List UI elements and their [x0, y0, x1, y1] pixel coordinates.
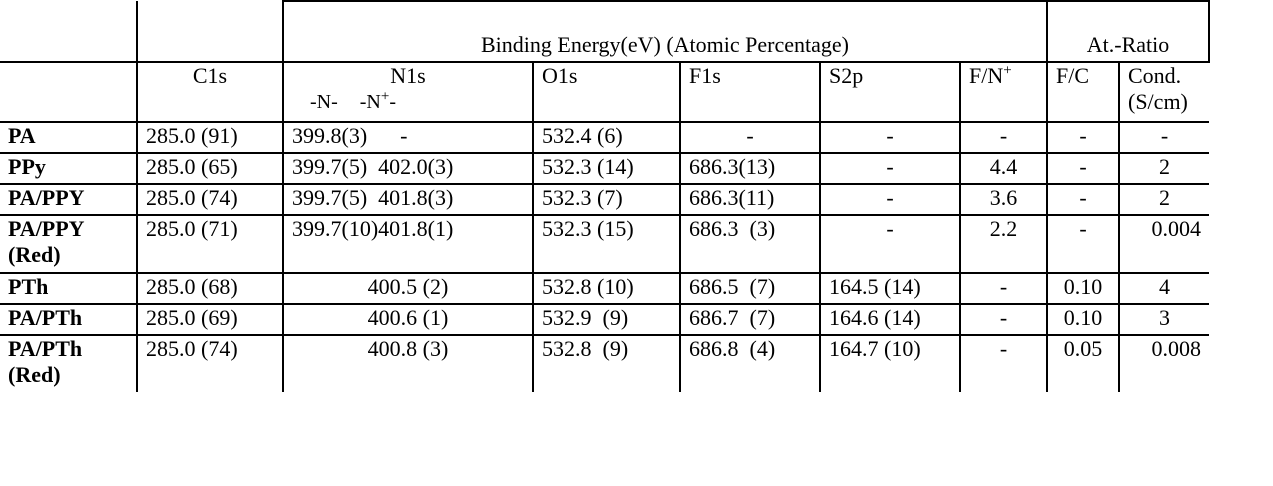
header-empty-cell — [1209, 1, 1226, 62]
row-name-line1: PA/PTh — [8, 336, 83, 361]
row-name — [0, 215, 137, 273]
cell-fn: 4.4 — [960, 153, 1047, 184]
cell-c1s: 285.0 (91) — [137, 122, 283, 153]
cell-f1s: 686.8 (4) — [680, 335, 820, 392]
header-empty-cell — [0, 62, 137, 122]
n1s-positive-suffix: - — [389, 91, 397, 113]
cell-fn: - — [960, 335, 1047, 392]
cell-cond: 2 — [1119, 153, 1209, 184]
cond-unit: (S/cm) — [1128, 89, 1188, 114]
table-row — [0, 304, 1226, 335]
n1s-positive-label: -N — [359, 91, 381, 113]
cell-fn: - — [960, 273, 1047, 304]
cell-s2p: 164.6 (14) — [820, 304, 960, 335]
row-name: PA/PTh — [0, 304, 137, 335]
cell-n1s: 400.8 (3) — [283, 335, 533, 392]
binding-energy-header-text: Binding Energy(eV) (Atomic Percentage) — [481, 32, 849, 57]
cell-n1s: 399.7(10)401.8(1) — [283, 215, 533, 273]
cell-fc: 0.10 — [1047, 273, 1119, 304]
table-row — [0, 335, 1226, 392]
row-name: PPy — [0, 153, 137, 184]
cell-cond: 0.008 — [1119, 335, 1209, 392]
cell-s2p: - — [820, 122, 960, 153]
cell-cond: - — [1119, 122, 1209, 153]
cell-f1s: 686.3(13) — [680, 153, 820, 184]
cell-s2p: - — [820, 184, 960, 215]
cell-n1s: 399.8(3) - — [283, 122, 533, 153]
cell-fc: 0.10 — [1047, 304, 1119, 335]
cell-o1s: 532.8 (9) — [533, 335, 680, 392]
n1s-sublabels — [292, 89, 524, 115]
cond-label: Cond. — [1128, 63, 1182, 88]
row-name: PA — [0, 122, 137, 153]
cell-c1s: 285.0 (71) — [137, 215, 283, 273]
col-header-fn — [960, 62, 1047, 122]
table-row — [0, 153, 1226, 184]
cell-c1s: 285.0 (65) — [137, 153, 283, 184]
cell-cond: 0.004 — [1119, 215, 1209, 273]
table-row — [0, 184, 1226, 215]
cell-c1s: 285.0 (74) — [137, 184, 283, 215]
cell-n1s: 400.6 (1) — [283, 304, 533, 335]
fn-label: F/N — [969, 63, 1004, 88]
cell-f1s: - — [680, 122, 820, 153]
cell-o1s: 532.8 (10) — [533, 273, 680, 304]
cell-f1s: 686.5 (7) — [680, 273, 820, 304]
cell-n1s: 399.7(5) 401.8(3) — [283, 184, 533, 215]
cell-f1s: 686.3(11) — [680, 184, 820, 215]
cell-s2p: - — [820, 215, 960, 273]
cell-o1s: 532.4 (6) — [533, 122, 680, 153]
col-header-fc: F/C — [1047, 62, 1119, 122]
col-header-cond — [1119, 62, 1209, 122]
at-ratio-header — [1047, 1, 1209, 62]
cell-c1s: 285.0 (74) — [137, 335, 283, 392]
row-name — [0, 335, 137, 392]
cell-fn: - — [960, 304, 1047, 335]
col-header-o1s: O1s — [533, 62, 680, 122]
binding-energy-header — [283, 1, 1047, 62]
table-row — [0, 273, 1226, 304]
at-ratio-header-text: At.-Ratio — [1086, 32, 1170, 57]
fn-sup: + — [1003, 62, 1012, 79]
cell-cond: 2 — [1119, 184, 1209, 215]
cell-o1s: 532.3 (15) — [533, 215, 680, 273]
row-name-line2: (Red) — [8, 362, 61, 387]
cell-cond: 3 — [1119, 304, 1209, 335]
cell-fn: 3.6 — [960, 184, 1047, 215]
cell-f1s: 686.3 (3) — [680, 215, 820, 273]
cell-fc: 0.05 — [1047, 335, 1119, 392]
col-header-s2p: S2p — [820, 62, 960, 122]
cell-fc: - — [1047, 184, 1119, 215]
row-name-line2: (Red) — [8, 242, 61, 267]
cell-fn: - — [960, 122, 1047, 153]
n1s-label: N1s — [390, 63, 426, 88]
header-empty-cell — [137, 1, 283, 62]
row-name: PTh — [0, 273, 137, 304]
cell-o1s: 532.9 (9) — [533, 304, 680, 335]
cell-cond: 4 — [1119, 273, 1209, 304]
n1s-neutral-label: -N- — [310, 91, 338, 113]
cell-fc: - — [1047, 215, 1119, 273]
col-header-c1s: C1s — [137, 62, 283, 122]
table-row — [0, 122, 1226, 153]
table-row — [0, 215, 1226, 273]
cell-n1s: 399.7(5) 402.0(3) — [283, 153, 533, 184]
header-row-columns — [0, 62, 1226, 122]
row-name-line1: PA/PPY — [8, 216, 85, 241]
cell-o1s: 532.3 (14) — [533, 153, 680, 184]
cell-f1s: 686.7 (7) — [680, 304, 820, 335]
row-name: PA/PPY — [0, 184, 137, 215]
cell-s2p: - — [820, 153, 960, 184]
cell-s2p: 164.7 (10) — [820, 335, 960, 392]
cell-c1s: 285.0 (68) — [137, 273, 283, 304]
cell-s2p: 164.5 (14) — [820, 273, 960, 304]
header-row-top — [0, 1, 1226, 62]
cell-n1s: 400.5 (2) — [283, 273, 533, 304]
n1s-positive-sup: + — [380, 88, 390, 105]
cell-fn: 2.2 — [960, 215, 1047, 273]
cell-fc: - — [1047, 122, 1119, 153]
cell-c1s: 285.0 (69) — [137, 304, 283, 335]
cell-fc: - — [1047, 153, 1119, 184]
cell-o1s: 532.3 (7) — [533, 184, 680, 215]
col-header-n1s — [283, 62, 533, 122]
col-header-f1s: F1s — [680, 62, 820, 122]
header-empty-cell — [0, 1, 137, 62]
